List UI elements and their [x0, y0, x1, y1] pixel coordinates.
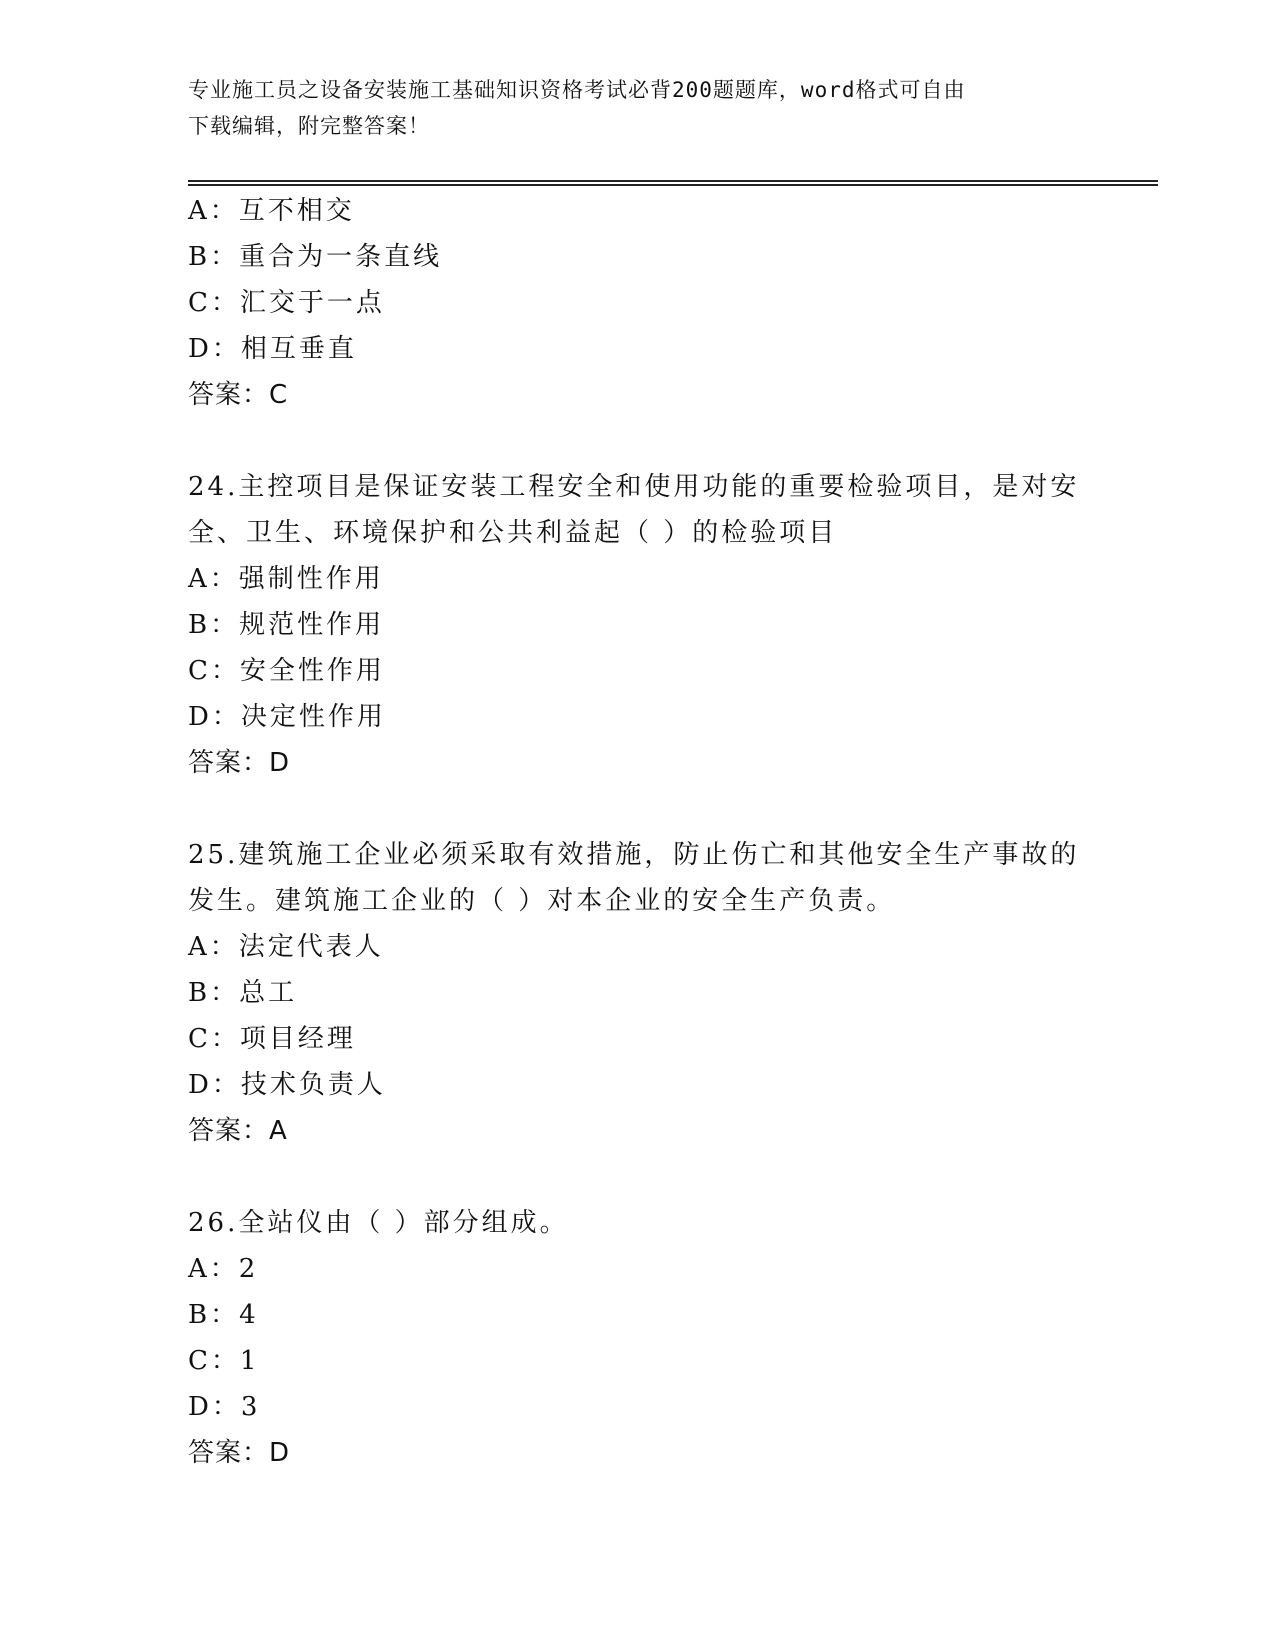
option-b: B：4: [188, 1300, 259, 1330]
option-b: B：规范性作用: [188, 610, 385, 640]
question-spacer: [188, 786, 1088, 832]
option-b: B：总工: [188, 978, 298, 1008]
option-a: A：法定代表人: [188, 932, 384, 962]
question-spacer: [188, 1154, 1088, 1200]
question-text-line-1: 26.全站仪由（ ）部分组成。: [188, 1208, 569, 1238]
question-block-24: [188, 464, 1088, 786]
answer-line: 答案：C: [188, 380, 289, 410]
header-title-line-2: 下载编辑，附完整答案！: [188, 114, 430, 138]
question-block-continued: [188, 188, 1088, 418]
header-title-line-1: 专业施工员之设备安装施工基础知识资格考试必背200题题库，word格式可自由: [188, 78, 966, 102]
option-c: C：安全性作用: [188, 656, 385, 686]
option-c: C：项目经理: [188, 1024, 356, 1054]
document-header: [188, 72, 1088, 144]
answer-line: 答案：D: [188, 1438, 291, 1468]
header-divider-top: [188, 180, 1158, 182]
option-d: D：3: [188, 1392, 261, 1422]
question-text-line-2: 发生。建筑施工企业的（ ）对本企业的安全生产负责。: [188, 886, 896, 916]
question-block-25: [188, 832, 1088, 1154]
option-a: A：强制性作用: [188, 564, 384, 594]
question-list: [188, 188, 1088, 1476]
answer-line: 答案：A: [188, 1116, 288, 1146]
option-a: A：2: [188, 1254, 259, 1284]
header-divider-bottom: [188, 184, 1158, 186]
question-text-line-1: 25.建筑施工企业必须采取有效措施，防止伤亡和其他安全生产事故的: [188, 840, 1080, 870]
option-c: C：1: [188, 1346, 260, 1376]
question-text-line-2: 全、卫生、环境保护和公共利益起（ ）的检验项目: [188, 518, 838, 548]
option-d: D：决定性作用: [188, 702, 386, 732]
question-text-line-1: 24.主控项目是保证安装工程安全和使用功能的重要检验项目，是对安: [188, 472, 1080, 502]
question-spacer: [188, 418, 1088, 464]
option-d: D：技术负责人: [188, 1070, 386, 1100]
answer-line: 答案：D: [188, 748, 291, 778]
option-d: D：相互垂直: [188, 334, 357, 364]
question-block-26: [188, 1200, 1088, 1476]
option-a: A：互不相交: [188, 196, 355, 226]
option-c: C：汇交于一点: [188, 288, 385, 318]
option-b: B：重合为一条直线: [188, 242, 443, 272]
